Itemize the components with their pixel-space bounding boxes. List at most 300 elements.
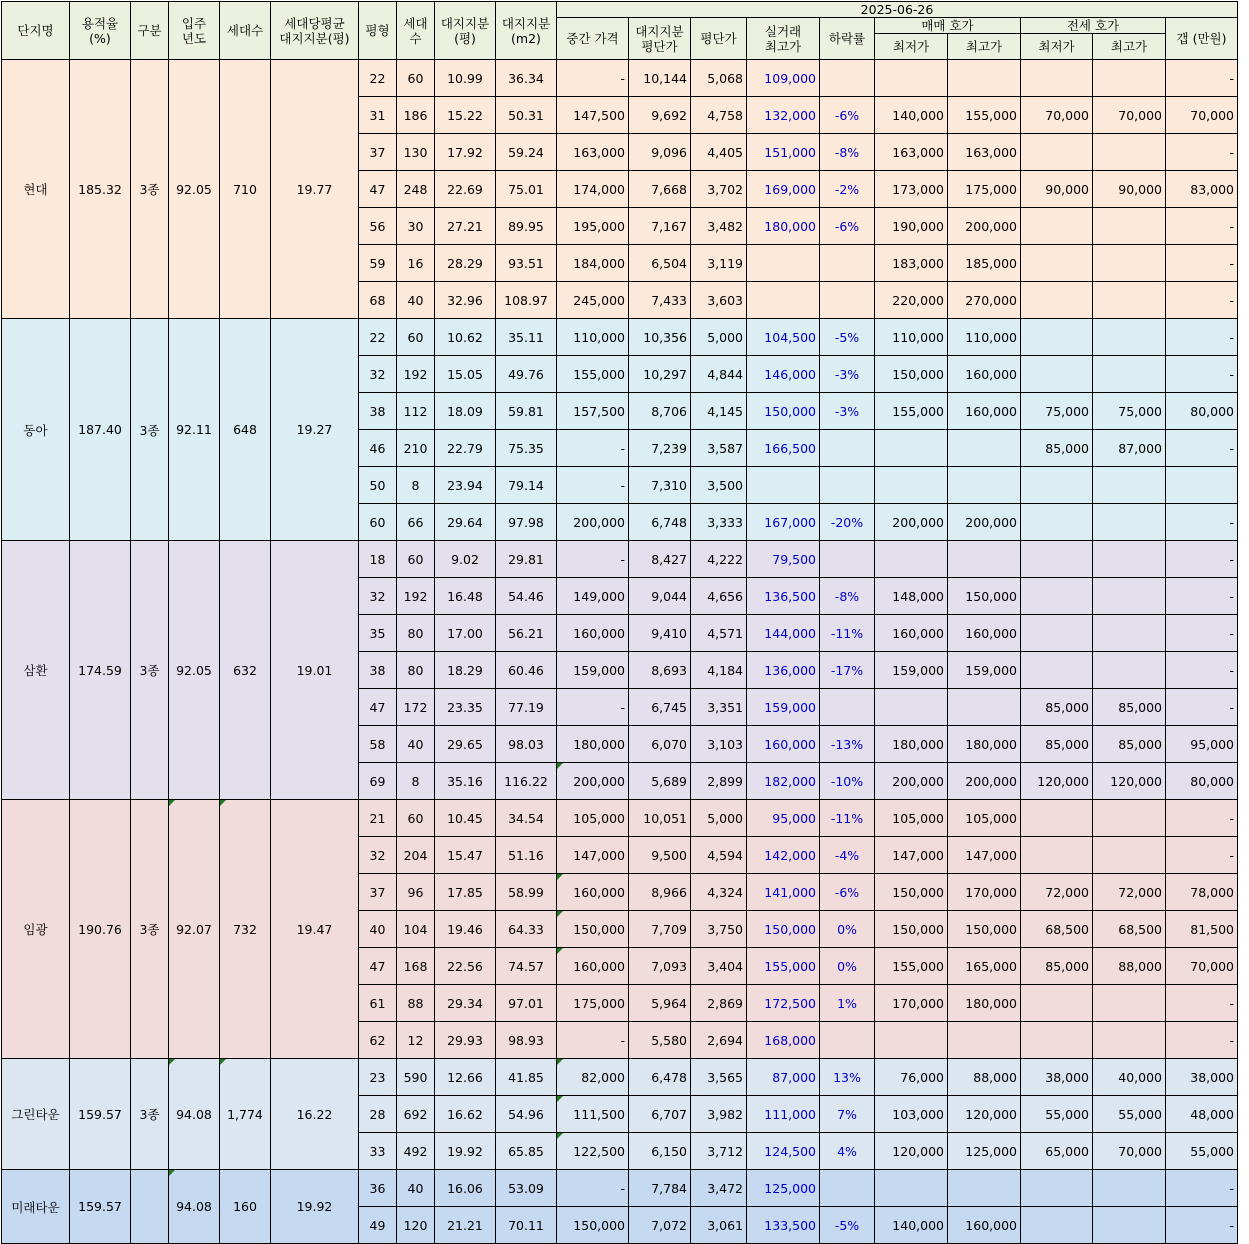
cell-lease-max <box>1093 319 1166 356</box>
header-top-trade: 실거래 최고가 <box>747 18 820 60</box>
cell-units: 692 <box>397 1096 435 1133</box>
header-land-share-pyeong: 대지지분 (평) <box>435 2 496 60</box>
cell-land-m2: 34.54 <box>496 800 557 837</box>
cell-sale-min: 190,000 <box>875 208 948 245</box>
cell-land-unit-price: 5,580 <box>629 1022 691 1059</box>
cell-land-m2: 77.19 <box>496 689 557 726</box>
cell-move-in-year: 92.11 <box>169 319 220 541</box>
cell-sale-max: 163,000 <box>948 134 1021 171</box>
cell-sale-max <box>948 430 1021 467</box>
cell-sale-max: 155,000 <box>948 97 1021 134</box>
cell-gap: - <box>1166 800 1238 837</box>
cell-pyeong: 40 <box>359 911 397 948</box>
cell-gap: 81,500 <box>1166 911 1238 948</box>
cell-drop-rate: -6% <box>820 874 875 911</box>
cell-sale-min: 173,000 <box>875 171 948 208</box>
cell-pyeong: 58 <box>359 726 397 763</box>
cell-land-pyeong: 32.96 <box>435 282 496 319</box>
cell-land-pyeong: 15.47 <box>435 837 496 874</box>
cell-unit-price: 3,351 <box>691 689 747 726</box>
cell-top-trade: 124,500 <box>747 1133 820 1170</box>
cell-mid-price: 111,500 <box>557 1096 629 1133</box>
cell-unit-price: 3,333 <box>691 504 747 541</box>
cell-sale-min: 200,000 <box>875 763 948 800</box>
cell-drop-rate: -2% <box>820 171 875 208</box>
cell-land-pyeong: 10.45 <box>435 800 496 837</box>
cell-lease-max: 120,000 <box>1093 763 1166 800</box>
cell-lease-max: 90,000 <box>1093 171 1166 208</box>
cell-land-pyeong: 17.92 <box>435 134 496 171</box>
cell-unit-price: 5,000 <box>691 319 747 356</box>
cell-mid-price: 200,000 <box>557 763 629 800</box>
cell-pyeong: 49 <box>359 1207 397 1244</box>
cell-drop-rate <box>820 1022 875 1059</box>
cell-sale-min: 160,000 <box>875 615 948 652</box>
cell-drop-rate: 7% <box>820 1096 875 1133</box>
cell-pyeong: 60 <box>359 504 397 541</box>
header-land-unit-price: 대지지분 평단가 <box>629 18 691 60</box>
cell-unit-price: 3,472 <box>691 1170 747 1207</box>
cell-pyeong: 38 <box>359 393 397 430</box>
cell-floor-area-ratio: 185.32 <box>70 60 131 319</box>
cell-floor-area-ratio: 174.59 <box>70 541 131 800</box>
cell-pyeong: 21 <box>359 800 397 837</box>
cell-top-trade: 146,000 <box>747 356 820 393</box>
cell-lease-min: 55,000 <box>1021 1096 1093 1133</box>
cell-mid-price: 150,000 <box>557 1207 629 1244</box>
cell-top-trade: 142,000 <box>747 837 820 874</box>
cell-units: 12 <box>397 1022 435 1059</box>
cell-top-trade <box>747 245 820 282</box>
cell-sale-max: 160,000 <box>948 393 1021 430</box>
table-body <box>2 60 1238 1244</box>
cell-land-pyeong: 12.66 <box>435 1059 496 1096</box>
cell-pyeong: 37 <box>359 134 397 171</box>
cell-floor-area-ratio: 159.57 <box>70 1170 131 1244</box>
cell-drop-rate: -13% <box>820 726 875 763</box>
cell-top-trade: 172,500 <box>747 985 820 1022</box>
cell-average-land-share: 19.47 <box>271 800 359 1059</box>
cell-sale-min: 155,000 <box>875 948 948 985</box>
cell-pyeong: 46 <box>359 430 397 467</box>
cell-gap: - <box>1166 1022 1238 1059</box>
cell-households: 1,774 <box>220 1059 271 1170</box>
cell-land-unit-price: 7,239 <box>629 430 691 467</box>
cell-unit-price: 3,702 <box>691 171 747 208</box>
cell-top-trade: 132,000 <box>747 97 820 134</box>
cell-average-land-share: 19.92 <box>271 1170 359 1244</box>
cell-units: 130 <box>397 134 435 171</box>
cell-land-pyeong: 19.46 <box>435 911 496 948</box>
cell-mid-price: 160,000 <box>557 948 629 985</box>
cell-land-pyeong: 17.00 <box>435 615 496 652</box>
cell-lease-min: 90,000 <box>1021 171 1093 208</box>
cell-units: 120 <box>397 1207 435 1244</box>
header-sale-max: 최고가 <box>948 34 1021 60</box>
cell-gap: - <box>1166 134 1238 171</box>
cell-units: 204 <box>397 837 435 874</box>
cell-households: 710 <box>220 60 271 319</box>
cell-land-m2: 74.57 <box>496 948 557 985</box>
cell-units: 40 <box>397 726 435 763</box>
cell-gap: 70,000 <box>1166 97 1238 134</box>
cell-complex-name: 미래타운 <box>2 1170 70 1244</box>
cell-top-trade: 166,500 <box>747 430 820 467</box>
cell-mid-price: 155,000 <box>557 356 629 393</box>
cell-sale-min <box>875 430 948 467</box>
cell-sale-min <box>875 541 948 578</box>
cell-complex-name: 그린타운 <box>2 1059 70 1170</box>
cell-land-unit-price: 7,310 <box>629 467 691 504</box>
cell-unit-price: 3,482 <box>691 208 747 245</box>
cell-land-unit-price: 10,051 <box>629 800 691 837</box>
cell-sale-max: 110,000 <box>948 319 1021 356</box>
cell-land-m2: 59.81 <box>496 393 557 430</box>
cell-sale-max <box>948 689 1021 726</box>
cell-gap: - <box>1166 1207 1238 1244</box>
cell-sale-max <box>948 541 1021 578</box>
cell-land-unit-price: 5,689 <box>629 763 691 800</box>
cell-lease-max <box>1093 134 1166 171</box>
table-row <box>2 60 1238 97</box>
cell-average-land-share: 19.01 <box>271 541 359 800</box>
cell-lease-min: 85,000 <box>1021 689 1093 726</box>
cell-gap: 80,000 <box>1166 393 1238 430</box>
table-row <box>2 1059 1238 1096</box>
cell-lease-max: 85,000 <box>1093 726 1166 763</box>
cell-mid-price: 180,000 <box>557 726 629 763</box>
cell-move-in-year: 94.08 <box>169 1059 220 1170</box>
cell-land-m2: 56.21 <box>496 615 557 652</box>
cell-gap: 80,000 <box>1166 763 1238 800</box>
cell-gap: 48,000 <box>1166 1096 1238 1133</box>
header-drop-rate: 하락률 <box>820 18 875 60</box>
cell-top-trade <box>747 282 820 319</box>
cell-land-m2: 65.85 <box>496 1133 557 1170</box>
cell-land-pyeong: 23.35 <box>435 689 496 726</box>
cell-unit-price: 3,500 <box>691 467 747 504</box>
cell-drop-rate: -3% <box>820 393 875 430</box>
cell-unit-price: 3,103 <box>691 726 747 763</box>
cell-lease-max: 70,000 <box>1093 97 1166 134</box>
cell-unit-price: 5,000 <box>691 800 747 837</box>
cell-unit-price: 3,982 <box>691 1096 747 1133</box>
cell-gap: - <box>1166 245 1238 282</box>
cell-land-m2: 108.97 <box>496 282 557 319</box>
cell-mid-price: 163,000 <box>557 134 629 171</box>
cell-land-unit-price: 7,668 <box>629 171 691 208</box>
cell-pyeong: 37 <box>359 874 397 911</box>
cell-drop-rate: -6% <box>820 97 875 134</box>
cell-unit-price: 4,758 <box>691 97 747 134</box>
cell-top-trade: 141,000 <box>747 874 820 911</box>
cell-mid-price: 149,000 <box>557 578 629 615</box>
cell-lease-min <box>1021 985 1093 1022</box>
cell-gap: - <box>1166 1170 1238 1207</box>
cell-land-m2: 50.31 <box>496 97 557 134</box>
cell-sale-min: 76,000 <box>875 1059 948 1096</box>
cell-unit-price: 3,712 <box>691 1133 747 1170</box>
cell-land-unit-price: 10,144 <box>629 60 691 97</box>
cell-pyeong: 59 <box>359 245 397 282</box>
cell-sale-max: 270,000 <box>948 282 1021 319</box>
cell-land-unit-price: 10,356 <box>629 319 691 356</box>
cell-complex-name: 임광 <box>2 800 70 1059</box>
cell-pyeong: 22 <box>359 319 397 356</box>
header-gap: 갭 (만원) <box>1166 18 1238 60</box>
cell-lease-min: 65,000 <box>1021 1133 1093 1170</box>
cell-pyeong: 18 <box>359 541 397 578</box>
cell-units: 8 <box>397 467 435 504</box>
cell-lease-max <box>1093 1207 1166 1244</box>
cell-lease-max <box>1093 615 1166 652</box>
cell-mid-price: 160,000 <box>557 874 629 911</box>
cell-drop-rate: 0% <box>820 911 875 948</box>
cell-mid-price: 175,000 <box>557 985 629 1022</box>
cell-land-m2: 59.24 <box>496 134 557 171</box>
cell-land-m2: 93.51 <box>496 245 557 282</box>
cell-drop-rate <box>820 282 875 319</box>
cell-top-trade: 151,000 <box>747 134 820 171</box>
cell-unit-price: 2,869 <box>691 985 747 1022</box>
cell-lease-min <box>1021 615 1093 652</box>
cell-unit-price: 4,656 <box>691 578 747 615</box>
cell-drop-rate <box>820 689 875 726</box>
cell-units: 8 <box>397 763 435 800</box>
cell-sale-max: 185,000 <box>948 245 1021 282</box>
cell-units: 66 <box>397 504 435 541</box>
cell-gap: - <box>1166 541 1238 578</box>
cell-mid-price: - <box>557 430 629 467</box>
cell-drop-rate: -5% <box>820 319 875 356</box>
cell-land-m2: 51.16 <box>496 837 557 874</box>
cell-mid-price: 200,000 <box>557 504 629 541</box>
cell-units: 210 <box>397 430 435 467</box>
cell-land-pyeong: 16.48 <box>435 578 496 615</box>
cell-average-land-share: 19.77 <box>271 60 359 319</box>
cell-drop-rate <box>820 60 875 97</box>
cell-land-unit-price: 8,693 <box>629 652 691 689</box>
cell-sale-max: 200,000 <box>948 763 1021 800</box>
cell-mid-price: 110,000 <box>557 319 629 356</box>
cell-complex-name: 동아 <box>2 319 70 541</box>
cell-land-unit-price: 7,167 <box>629 208 691 245</box>
cell-average-land-share: 19.27 <box>271 319 359 541</box>
cell-sale-min: 200,000 <box>875 504 948 541</box>
cell-sale-min: 163,000 <box>875 134 948 171</box>
cell-households: 160 <box>220 1170 271 1244</box>
table-row <box>2 800 1238 837</box>
cell-zone-type: 3종 <box>131 60 169 319</box>
cell-unit-price: 3,750 <box>691 911 747 948</box>
cell-lease-min <box>1021 467 1093 504</box>
cell-zone-type: 3종 <box>131 541 169 800</box>
cell-lease-min: 72,000 <box>1021 874 1093 911</box>
cell-sale-min <box>875 1170 948 1207</box>
cell-floor-area-ratio: 190.76 <box>70 800 131 1059</box>
cell-top-trade: 136,000 <box>747 652 820 689</box>
cell-drop-rate: -10% <box>820 763 875 800</box>
cell-mid-price: 245,000 <box>557 282 629 319</box>
cell-pyeong: 50 <box>359 467 397 504</box>
cell-land-m2: 54.96 <box>496 1096 557 1133</box>
cell-mid-price: 82,000 <box>557 1059 629 1096</box>
header-lease-min: 최저가 <box>1021 34 1093 60</box>
cell-lease-max <box>1093 985 1166 1022</box>
cell-drop-rate: 0% <box>820 948 875 985</box>
cell-land-pyeong: 29.65 <box>435 726 496 763</box>
cell-gap: - <box>1166 615 1238 652</box>
cell-lease-max <box>1093 541 1166 578</box>
cell-lease-min: 68,500 <box>1021 911 1093 948</box>
cell-drop-rate: 13% <box>820 1059 875 1096</box>
cell-lease-max <box>1093 1170 1166 1207</box>
cell-pyeong: 32 <box>359 356 397 393</box>
cell-lease-min <box>1021 800 1093 837</box>
header-land-share-m2: 대지지분 (m2) <box>496 2 557 60</box>
cell-sale-max: 125,000 <box>948 1133 1021 1170</box>
cell-unit-price: 4,222 <box>691 541 747 578</box>
cell-sale-min <box>875 689 948 726</box>
cell-lease-max <box>1093 356 1166 393</box>
cell-land-m2: 60.46 <box>496 652 557 689</box>
cell-mid-price: - <box>557 541 629 578</box>
cell-top-trade: 136,500 <box>747 578 820 615</box>
cell-land-m2: 98.03 <box>496 726 557 763</box>
cell-drop-rate: 4% <box>820 1133 875 1170</box>
cell-gap: 83,000 <box>1166 171 1238 208</box>
cell-land-m2: 97.98 <box>496 504 557 541</box>
cell-drop-rate: -11% <box>820 615 875 652</box>
cell-drop-rate <box>820 430 875 467</box>
cell-land-unit-price: 8,966 <box>629 874 691 911</box>
cell-lease-min <box>1021 652 1093 689</box>
cell-sale-min <box>875 60 948 97</box>
cell-top-trade: 150,000 <box>747 911 820 948</box>
cell-sale-min: 120,000 <box>875 1133 948 1170</box>
cell-gap: - <box>1166 356 1238 393</box>
header-move-in-year: 입주 년도 <box>169 2 220 60</box>
cell-drop-rate <box>820 245 875 282</box>
cell-land-pyeong: 9.02 <box>435 541 496 578</box>
cell-unit-price: 4,145 <box>691 393 747 430</box>
cell-lease-min: 75,000 <box>1021 393 1093 430</box>
cell-drop-rate: -5% <box>820 1207 875 1244</box>
cell-floor-area-ratio: 159.57 <box>70 1059 131 1170</box>
cell-gap: 78,000 <box>1166 874 1238 911</box>
cell-top-trade: 168,000 <box>747 1022 820 1059</box>
cell-land-unit-price: 6,478 <box>629 1059 691 1096</box>
cell-households: 732 <box>220 800 271 1059</box>
cell-pyeong: 23 <box>359 1059 397 1096</box>
cell-sale-max: 180,000 <box>948 726 1021 763</box>
cell-pyeong: 32 <box>359 837 397 874</box>
cell-mid-price: 105,000 <box>557 800 629 837</box>
cell-units: 590 <box>397 1059 435 1096</box>
cell-mid-price: - <box>557 467 629 504</box>
cell-lease-min <box>1021 837 1093 874</box>
cell-sale-min: 150,000 <box>875 356 948 393</box>
cell-land-m2: 75.01 <box>496 171 557 208</box>
cell-lease-min: 85,000 <box>1021 948 1093 985</box>
cell-lease-max <box>1093 578 1166 615</box>
cell-land-pyeong: 29.93 <box>435 1022 496 1059</box>
cell-drop-rate <box>820 541 875 578</box>
cell-land-m2: 98.93 <box>496 1022 557 1059</box>
cell-drop-rate: -4% <box>820 837 875 874</box>
cell-mid-price: 184,000 <box>557 245 629 282</box>
cell-sale-max: 150,000 <box>948 911 1021 948</box>
cell-zone-type <box>131 1170 169 1244</box>
cell-pyeong: 56 <box>359 208 397 245</box>
cell-lease-max <box>1093 208 1166 245</box>
cell-drop-rate: -20% <box>820 504 875 541</box>
cell-units: 40 <box>397 1170 435 1207</box>
cell-sale-max: 175,000 <box>948 171 1021 208</box>
cell-mid-price: 122,500 <box>557 1133 629 1170</box>
cell-sale-max: 88,000 <box>948 1059 1021 1096</box>
cell-unit-price: 2,899 <box>691 763 747 800</box>
cell-drop-rate: -8% <box>820 134 875 171</box>
cell-units: 30 <box>397 208 435 245</box>
cell-unit-price: 4,184 <box>691 652 747 689</box>
cell-lease-max <box>1093 282 1166 319</box>
cell-units: 96 <box>397 874 435 911</box>
cell-sale-max: 170,000 <box>948 874 1021 911</box>
header-complex-name: 단지명 <box>2 2 70 60</box>
cell-gap: - <box>1166 689 1238 726</box>
cell-pyeong: 62 <box>359 1022 397 1059</box>
cell-land-pyeong: 16.62 <box>435 1096 496 1133</box>
cell-land-m2: 54.46 <box>496 578 557 615</box>
header-zone-type: 구분 <box>131 2 169 60</box>
cell-units: 104 <box>397 911 435 948</box>
cell-sale-min: 180,000 <box>875 726 948 763</box>
cell-sale-max: 180,000 <box>948 985 1021 1022</box>
cell-pyeong: 38 <box>359 652 397 689</box>
cell-lease-min <box>1021 1022 1093 1059</box>
cell-land-m2: 58.99 <box>496 874 557 911</box>
cell-sale-max: 105,000 <box>948 800 1021 837</box>
cell-land-unit-price: 10,297 <box>629 356 691 393</box>
cell-units: 88 <box>397 985 435 1022</box>
cell-lease-min <box>1021 356 1093 393</box>
cell-land-unit-price: 7,072 <box>629 1207 691 1244</box>
cell-units: 492 <box>397 1133 435 1170</box>
cell-move-in-year: 94.08 <box>169 1170 220 1244</box>
cell-land-pyeong: 16.06 <box>435 1170 496 1207</box>
cell-pyeong: 61 <box>359 985 397 1022</box>
table-row <box>2 319 1238 356</box>
cell-units: 60 <box>397 60 435 97</box>
cell-lease-min <box>1021 1170 1093 1207</box>
cell-mid-price: - <box>557 60 629 97</box>
cell-sale-min: 105,000 <box>875 800 948 837</box>
cell-drop-rate: 1% <box>820 985 875 1022</box>
cell-sale-max: 160,000 <box>948 356 1021 393</box>
cell-lease-min <box>1021 245 1093 282</box>
cell-sale-max: 160,000 <box>948 1207 1021 1244</box>
cell-sale-min: 147,000 <box>875 837 948 874</box>
cell-sale-max <box>948 467 1021 504</box>
cell-sale-min: 220,000 <box>875 282 948 319</box>
cell-households: 648 <box>220 319 271 541</box>
cell-sale-min: 148,000 <box>875 578 948 615</box>
cell-pyeong: 47 <box>359 948 397 985</box>
cell-land-m2: 29.81 <box>496 541 557 578</box>
cell-mid-price: 147,500 <box>557 97 629 134</box>
cell-land-m2: 36.34 <box>496 60 557 97</box>
